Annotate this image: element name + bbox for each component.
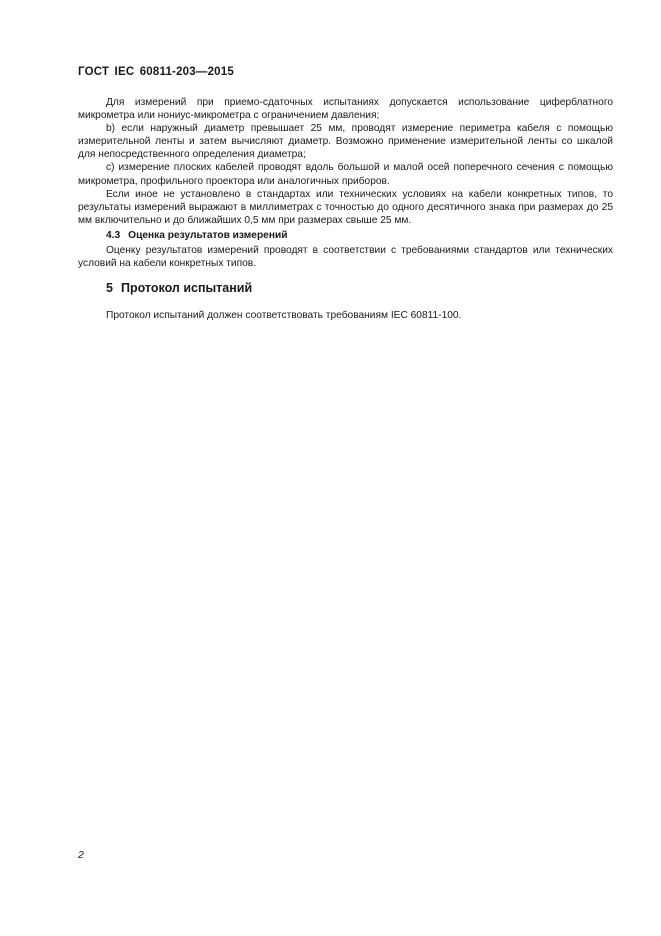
page-number: 2 [78,849,84,861]
section-title: Протокол испытаний [120,281,253,295]
paragraph-item-b: b) если наружный диаметр превышает 25 мм, проводят измерение периметра кабеля с помощью измерительной ленты и затем вычисляют диаметр. Возможно применение измерительной ленты со шкалой для непосредственного определения диаметра; [78,123,613,161]
body-text-block [78,96,613,270]
section-heading [106,281,252,295]
paragraph-item-c: c) измерение плоских кабелей проводят вдоль большой и малой осей поперечного сечения с помощью микрометра, профильного проектора или аналогичных приборов. [78,162,613,187]
paragraph-protocol: Протокол испытаний должен соответствовать требованиям IEC 60811-100. [106,310,462,321]
paragraph-evaluation: Оценку результатов измерений проводят в соответствии с требованиями стандартов или технических условий на кабели конкретных типов. [78,245,613,270]
paragraph-measurement-tools: Для измерений при приемо-сдаточных испытаниях допускается использование циферблатного микрометра или нониус-микрометра с ограничением давления; [78,97,613,122]
subsection-title: Оценка результатов измерений [128,229,288,241]
document-header: ГОСТ IEC 60811-203—2015 [78,66,234,78]
section-number: 5 [106,281,113,295]
subsection-heading [78,229,613,242]
paragraph-results-precision: Если иное не установлено в стандартах или технических условиях на кабели конкретных типов, то результаты измерений выражают в миллиметрах с точностью до одного десятичного знака при размерах до 25 мм включительно и до ближайших 0,5 мм при размерах свыше 25 мм. [78,188,613,226]
subsection-number: 4.3 [106,229,121,241]
